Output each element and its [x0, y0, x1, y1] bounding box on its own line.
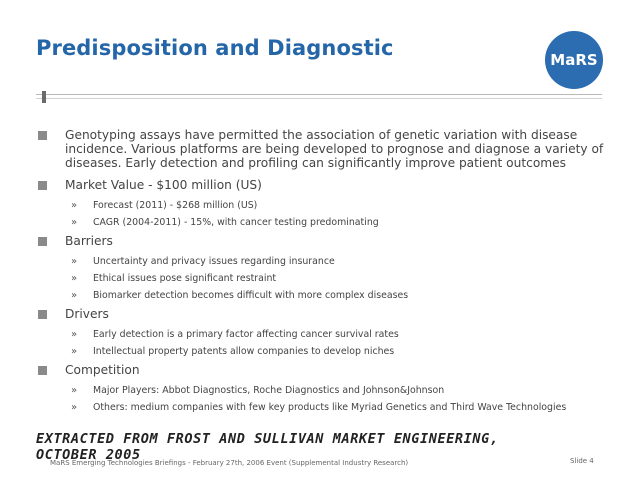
- double-arrow-icon: »: [71, 346, 78, 357]
- bullet-section-barriers: [36, 234, 606, 302]
- bullet-text: Barriers: [65, 234, 113, 248]
- slide-number: Slide 4: [570, 457, 594, 465]
- sub-bullet-text: Early detection is a primary factor affecting cancer survival rates: [93, 329, 399, 340]
- double-arrow-icon: »: [71, 217, 78, 228]
- sub-bullet-text: CAGR (2004-2011) - 15%, with cancer testing predominating: [93, 217, 379, 228]
- sub-bullet: [36, 385, 606, 397]
- mars-logo: [545, 31, 603, 89]
- sub-bullet: [36, 346, 606, 358]
- sub-bullet-text: Forecast (2011) - $268 million (US): [93, 200, 258, 211]
- source-stamp-line1: EXTRACTED FROM FROST AND SULLIVAN MARKET ENGINEERING,: [36, 431, 499, 447]
- bullet-content: [36, 128, 606, 419]
- sub-bullet: [36, 273, 606, 285]
- double-arrow-icon: »: [71, 273, 78, 284]
- sub-bullet: [36, 217, 606, 229]
- bullet-section-drivers: [36, 307, 606, 358]
- mars-logo-text: MaRS: [550, 51, 598, 69]
- title-divider: [36, 94, 602, 95]
- footer-text: MaRS Emerging Technologies Briefings - February 27th, 2006 Event (Supplemental Industry Research): [50, 459, 409, 467]
- bullet-text: Competition: [65, 363, 140, 377]
- bullet-section-market-value: [36, 178, 606, 229]
- double-arrow-icon: »: [71, 402, 78, 413]
- slide-title: Predisposition and Diagnostic: [36, 36, 394, 60]
- square-bullet-icon: [38, 310, 47, 319]
- sub-bullet-text: Ethical issues pose significant restraint: [93, 273, 277, 284]
- bullet-text: Drivers: [65, 307, 109, 321]
- bullet-text: Genotyping assays have permitted the association of genetic variation with disease incidence. Various platforms are being developed to prognose and diagnose a variety of diseases. Early detection and profiling can significantly improve patient outcomes: [65, 128, 604, 170]
- square-bullet-icon: [38, 181, 47, 190]
- sub-bullet: [36, 200, 606, 212]
- double-arrow-icon: »: [71, 290, 78, 301]
- bullet-section-competition: [36, 363, 606, 414]
- bullet-text: Market Value - $100 million (US): [65, 178, 262, 192]
- sub-bullet: [36, 402, 606, 414]
- divider-tick: [42, 91, 46, 103]
- square-bullet-icon: [38, 366, 47, 375]
- title-divider-secondary: [36, 98, 602, 99]
- square-bullet-icon: [38, 237, 47, 246]
- bullet-section-intro: [36, 128, 606, 170]
- double-arrow-icon: »: [71, 329, 78, 340]
- square-bullet-icon: [38, 131, 47, 140]
- double-arrow-icon: »: [71, 385, 78, 396]
- double-arrow-icon: »: [71, 200, 78, 211]
- sub-bullet: [36, 256, 606, 268]
- double-arrow-icon: »: [71, 256, 78, 267]
- sub-bullet-text: Biomarker detection becomes difficult with more complex diseases: [93, 290, 409, 301]
- sub-bullet: [36, 290, 606, 302]
- sub-bullet-text: Intellectual property patents allow companies to develop niches: [93, 346, 395, 357]
- sub-bullet: [36, 329, 606, 341]
- sub-bullet-text: Others: medium companies with few key products like Myriad Genetics and Third Wave Technologies: [93, 402, 567, 413]
- sub-bullet-text: Major Players: Abbot Diagnostics, Roche Diagnostics and Johnson&Johnson: [93, 385, 445, 396]
- source-stamp-line2: OCTOBER 2005: [36, 447, 141, 463]
- sub-bullet-text: Uncertainty and privacy issues regarding insurance: [93, 256, 335, 267]
